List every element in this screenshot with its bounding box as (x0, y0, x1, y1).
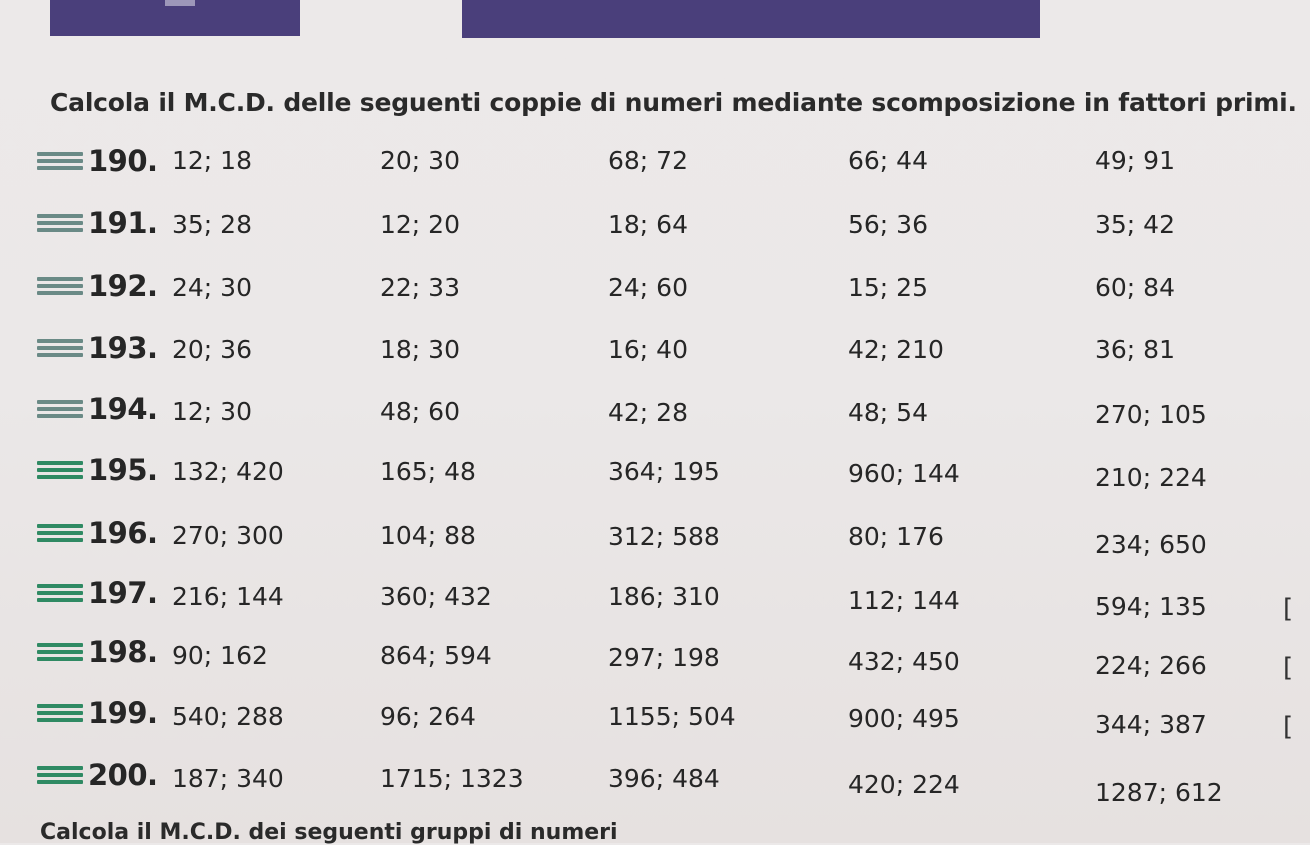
number-pair: 270; 300 (172, 521, 284, 550)
number-pair: 68; 72 (608, 146, 688, 175)
number-pair: 24; 60 (608, 273, 688, 302)
exercise-number: 193. (88, 331, 158, 365)
exercise-number: 198. (88, 635, 158, 669)
number-pair: 420; 224 (848, 770, 960, 799)
number-pair: 234; 650 (1095, 530, 1207, 559)
number-pair: 12; 20 (380, 210, 460, 239)
exercise-row (0, 142, 1310, 182)
answer-bracket: [ (1283, 594, 1294, 624)
number-pair: 900; 495 (848, 704, 960, 733)
number-pair: 48; 54 (848, 398, 928, 427)
number-pair: 12; 30 (172, 397, 252, 426)
number-pair: 20; 36 (172, 335, 252, 364)
number-pair: 80; 176 (848, 522, 944, 551)
number-pair: 312; 588 (608, 522, 720, 551)
number-pair: 35; 42 (1095, 210, 1175, 239)
number-pair: 96; 264 (380, 702, 476, 731)
number-pair: 364; 195 (608, 457, 720, 486)
exercise-number: 197. (88, 576, 158, 610)
difficulty-level-icon (37, 704, 83, 726)
number-pair: 594; 135 (1095, 592, 1207, 621)
number-pair: 36; 81 (1095, 335, 1175, 364)
exercise-row (0, 329, 1310, 369)
exercise-number: 199. (88, 696, 158, 730)
difficulty-level-icon (37, 400, 83, 422)
exercise-number: 195. (88, 453, 158, 487)
number-pair: 864; 594 (380, 641, 492, 670)
difficulty-level-icon (37, 766, 83, 788)
exercise-row (0, 756, 1310, 807)
number-pair: 224; 266 (1095, 651, 1207, 680)
number-pair: 104; 88 (380, 521, 476, 550)
difficulty-level-icon (37, 214, 83, 236)
number-pair: 396; 484 (608, 764, 720, 793)
next-section-heading: Calcola il M.C.D. dei seguenti gruppi di numeri (40, 820, 618, 845)
answer-bracket: [ (1283, 712, 1294, 742)
number-pair: 16; 40 (608, 335, 688, 364)
number-pair: 360; 432 (380, 582, 492, 611)
number-pair: 210; 224 (1095, 463, 1207, 492)
number-pair: 18; 30 (380, 335, 460, 364)
number-pair: 66; 44 (848, 146, 928, 175)
number-pair: 42; 28 (608, 398, 688, 427)
exercise-row (0, 694, 1310, 742)
number-pair: 49; 91 (1095, 146, 1175, 175)
exercise-row (0, 390, 1310, 430)
number-pair: 186; 310 (608, 582, 720, 611)
number-pair: 60; 84 (1095, 273, 1175, 302)
number-pair: 132; 420 (172, 457, 284, 486)
difficulty-level-icon (37, 461, 83, 483)
exercise-number: 192. (88, 269, 158, 303)
number-pair: 1715; 1323 (380, 764, 524, 793)
number-pair: 22; 33 (380, 273, 460, 302)
number-pair: 20; 30 (380, 146, 460, 175)
difficulty-level-icon (37, 584, 83, 606)
number-pair: 216; 144 (172, 582, 284, 611)
number-pair: 344; 387 (1095, 710, 1207, 739)
number-pair: 1287; 612 (1095, 778, 1223, 807)
number-pair: 90; 162 (172, 641, 268, 670)
exercise-row (0, 633, 1310, 683)
number-pair: 56; 36 (848, 210, 928, 239)
number-pair: 187; 340 (172, 764, 284, 793)
difficulty-level-icon (37, 524, 83, 546)
number-pair: 432; 450 (848, 647, 960, 676)
exercise-number: 196. (88, 516, 158, 550)
number-pair: 12; 18 (172, 146, 252, 175)
difficulty-level-icon (37, 643, 83, 665)
number-pair: 18; 64 (608, 210, 688, 239)
number-pair: 48; 60 (380, 397, 460, 426)
exercise-row (0, 574, 1310, 624)
exercise-number: 191. (88, 206, 158, 240)
answer-bracket: [ (1283, 653, 1294, 683)
number-pair: 960; 144 (848, 459, 960, 488)
number-pair: 297; 198 (608, 643, 720, 672)
difficulty-level-icon (37, 339, 83, 361)
number-pair: 24; 30 (172, 273, 252, 302)
exercise-heading: Calcola il M.C.D. delle seguenti coppie di numeri mediante scomposizione in fattori primi. (50, 88, 1297, 117)
exercise-row (0, 204, 1310, 244)
exercise-number: 190. (88, 144, 158, 178)
number-pair: 270; 105 (1095, 400, 1207, 429)
exercise-row (0, 267, 1310, 307)
difficulty-level-icon (37, 277, 83, 299)
header-band-right (462, 0, 1040, 38)
number-pair: 35; 28 (172, 210, 252, 239)
difficulty-level-icon (37, 152, 83, 174)
number-pair: 165; 48 (380, 457, 476, 486)
number-pair: 540; 288 (172, 702, 284, 731)
exercise-number: 200. (88, 758, 158, 792)
number-pair: 15; 25 (848, 273, 928, 302)
number-pair: 42; 210 (848, 335, 944, 364)
header-band-mark (165, 0, 195, 6)
number-pair: 1155; 504 (608, 702, 736, 731)
exercise-row (0, 514, 1310, 559)
exercise-row (0, 451, 1310, 491)
exercise-number: 194. (88, 392, 158, 426)
number-pair: 112; 144 (848, 586, 960, 615)
